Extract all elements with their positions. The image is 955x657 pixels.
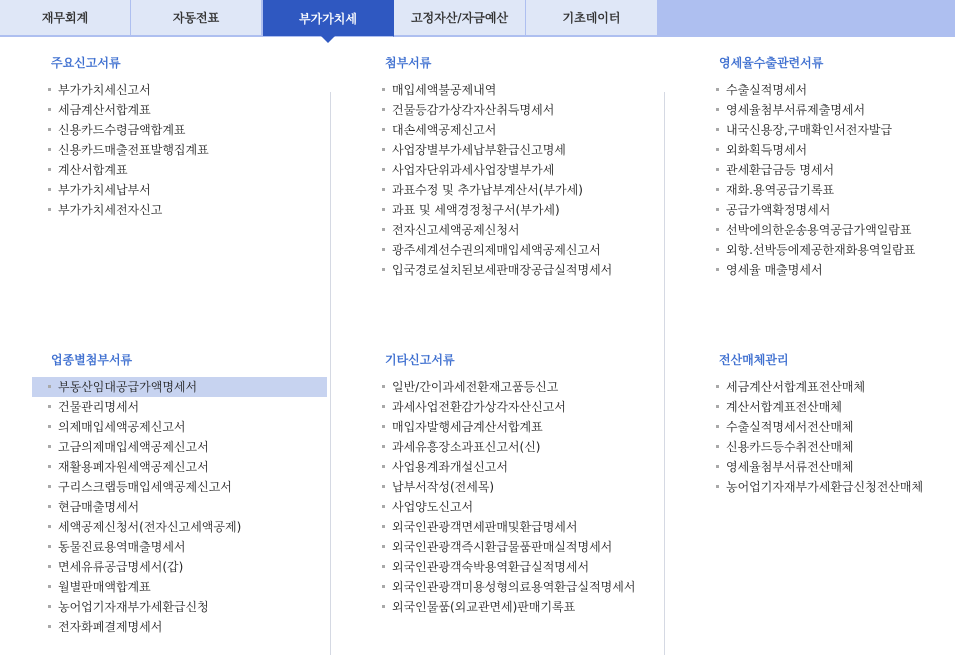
menu-item[interactable] xyxy=(32,497,327,517)
bullet-icon xyxy=(382,248,385,251)
menu-item[interactable] xyxy=(378,497,660,517)
bullet-icon xyxy=(48,108,51,111)
bullet-icon xyxy=(48,148,51,151)
bullet-icon xyxy=(382,485,385,488)
list-zero-rate-export xyxy=(712,80,952,280)
bullet-icon xyxy=(716,148,719,151)
menu-item[interactable] xyxy=(378,160,660,180)
menu-item-selected[interactable] xyxy=(32,377,327,397)
menu-item[interactable] xyxy=(32,617,327,637)
bullet-icon xyxy=(48,168,51,171)
bullet-icon xyxy=(382,585,385,588)
bullet-icon xyxy=(48,88,51,91)
tab-base-data[interactable]: 기초데이터 xyxy=(526,0,658,36)
menu-item-label: 계산서합계표전산매체 xyxy=(726,400,842,414)
bullet-icon xyxy=(382,445,385,448)
menu-item-label: 사업양도신고서 xyxy=(392,500,474,514)
menu-item-label: 영세율첨부서류제출명세서 xyxy=(726,103,866,117)
menu-item-label: 과세사업전환감가상각자산신고서 xyxy=(392,400,566,414)
menu-item[interactable] xyxy=(378,517,660,537)
menu-item-label: 매입자발행세금계산서합계표 xyxy=(392,420,543,434)
menu-item-label: 입국경로설치된보세판매장공급실적명세서 xyxy=(392,263,613,277)
bullet-icon xyxy=(382,605,385,608)
bullet-icon xyxy=(716,248,719,251)
bullet-icon xyxy=(382,565,385,568)
menu-item[interactable] xyxy=(378,577,660,597)
bullet-icon xyxy=(716,268,719,271)
tab-financial-accounting[interactable]: 재무회계 xyxy=(0,0,131,36)
list-attached-docs xyxy=(378,80,660,280)
menu-item-label: 광주세계선수권의제매입세액공제신고서 xyxy=(392,243,601,257)
menu-item[interactable] xyxy=(712,477,952,497)
bullet-icon xyxy=(48,505,51,508)
menu-item-label: 영세율 매출명세서 xyxy=(726,263,823,277)
menu-item-label: 부가가치세전자신고 xyxy=(58,203,163,217)
menu-item-label: 신용카드등수취전산매체 xyxy=(726,440,854,454)
menu-item-label: 신용카드매출전표발행집계표 xyxy=(58,143,209,157)
menu-item[interactable] xyxy=(712,240,952,260)
menu-item[interactable] xyxy=(712,100,952,120)
menu-item-label: 외국인관광객숙박용역환급실적명세서 xyxy=(392,560,590,574)
bullet-icon xyxy=(48,565,51,568)
menu-item-label: 사업장별부가세납부환급신고명세 xyxy=(392,143,566,157)
menu-item[interactable] xyxy=(378,100,660,120)
menu-item[interactable] xyxy=(712,437,952,457)
menu-item[interactable] xyxy=(712,260,952,280)
tab-bar xyxy=(0,0,955,37)
menu-item-label: 신용카드수령금액합계표 xyxy=(58,123,186,137)
menu-item-label: 건물관리명세서 xyxy=(58,400,140,414)
section-title-industry-attached: 업종별첨부서류 xyxy=(51,353,133,367)
tab-auto-voucher[interactable]: 자동전표 xyxy=(131,0,262,36)
menu-item-label: 대손세액공제신고서 xyxy=(392,123,497,137)
menu-item-label: 수출실적명세서 xyxy=(726,83,808,97)
bullet-icon xyxy=(716,188,719,191)
bullet-icon xyxy=(48,625,51,628)
column-divider xyxy=(664,92,665,655)
menu-item[interactable] xyxy=(44,120,326,140)
menu-item[interactable] xyxy=(378,597,660,617)
menu-item[interactable] xyxy=(378,120,660,140)
menu-item[interactable] xyxy=(378,80,660,100)
menu-item-label: 외국인관광객면세판매및환급명세서 xyxy=(392,520,578,534)
bullet-icon xyxy=(382,148,385,151)
bullet-icon xyxy=(48,188,51,191)
bullet-icon xyxy=(382,88,385,91)
bullet-icon xyxy=(716,128,719,131)
menu-item-label: 내국신용장,구매확인서전자발급 xyxy=(726,123,893,137)
menu-item-label: 매입세액불공제내역 xyxy=(392,83,497,97)
bullet-icon xyxy=(48,385,51,388)
bullet-icon xyxy=(716,485,719,488)
menu-item-label: 동물진료용역매출명세서 xyxy=(58,540,186,554)
menu-item-label: 월별판매액합계표 xyxy=(58,580,151,594)
menu-item-label: 농어업기자재부가세환급신청전산매체 xyxy=(726,480,924,494)
menu-item-label: 사업용계좌개설신고서 xyxy=(392,460,508,474)
menu-item[interactable] xyxy=(32,597,327,617)
menu-item[interactable] xyxy=(378,397,660,417)
menu-item[interactable] xyxy=(378,140,660,160)
menu-item-label: 부가가치세신고서 xyxy=(58,83,151,97)
menu-item[interactable] xyxy=(378,220,660,240)
section-title-attached-docs: 첨부서류 xyxy=(385,56,432,70)
menu-item-label: 과표수정 및 추가납부계산서(부가세) xyxy=(392,183,583,197)
menu-item[interactable] xyxy=(712,200,952,220)
menu-item[interactable] xyxy=(32,517,327,537)
menu-item-label: 외국인물품(외교관면세)판매기록표 xyxy=(392,600,576,614)
menu-item[interactable] xyxy=(44,100,326,120)
bullet-icon xyxy=(382,465,385,468)
menu-item[interactable] xyxy=(32,557,327,577)
bullet-icon xyxy=(382,268,385,271)
list-main-forms xyxy=(44,80,326,220)
bullet-icon xyxy=(716,88,719,91)
menu-item-label: 건물등감가상각자산취득명세서 xyxy=(392,103,555,117)
bullet-icon xyxy=(48,605,51,608)
bullet-icon xyxy=(716,228,719,231)
menu-item[interactable] xyxy=(44,180,326,200)
menu-item-label: 외국인관광객미용성형의료용역환급실적명세서 xyxy=(392,580,636,594)
menu-item-label: 부가가치세납부서 xyxy=(58,183,151,197)
bullet-icon xyxy=(48,525,51,528)
bullet-icon xyxy=(382,108,385,111)
menu-item[interactable] xyxy=(378,377,660,397)
menu-item[interactable] xyxy=(378,417,660,437)
bullet-icon xyxy=(48,128,51,131)
menu-item[interactable] xyxy=(378,437,660,457)
bullet-icon xyxy=(716,425,719,428)
bullet-icon xyxy=(48,445,51,448)
bullet-icon xyxy=(716,465,719,468)
bullet-icon xyxy=(716,108,719,111)
bullet-icon xyxy=(48,585,51,588)
bullet-icon xyxy=(382,228,385,231)
menu-item[interactable] xyxy=(378,537,660,557)
menu-item-label: 계산서합계표 xyxy=(58,163,128,177)
bullet-icon xyxy=(48,425,51,428)
menu-item[interactable] xyxy=(32,537,327,557)
bullet-icon xyxy=(716,405,719,408)
menu-item[interactable] xyxy=(712,220,952,240)
menu-item[interactable] xyxy=(44,200,326,220)
bullet-icon xyxy=(382,545,385,548)
menu-item-label: 세금계산서합계표전산매체 xyxy=(726,380,866,394)
menu-item[interactable] xyxy=(712,160,952,180)
bullet-icon xyxy=(48,208,51,211)
bullet-icon xyxy=(382,168,385,171)
menu-item[interactable] xyxy=(712,140,952,160)
menu-item-label: 농어업기자재부가세환급신청 xyxy=(58,600,209,614)
bullet-icon xyxy=(48,465,51,468)
bullet-icon xyxy=(716,445,719,448)
bullet-icon xyxy=(716,168,719,171)
bullet-icon xyxy=(382,208,385,211)
section-title-main-forms: 주요신고서류 xyxy=(51,56,121,70)
bullet-icon xyxy=(48,485,51,488)
menu-item[interactable] xyxy=(378,180,660,200)
menu-item-label: 공급가액확정명세서 xyxy=(726,203,831,217)
bullet-icon xyxy=(48,545,51,548)
bullet-icon xyxy=(382,128,385,131)
menu-item[interactable] xyxy=(32,577,327,597)
tab-vat[interactable]: 부가가치세 xyxy=(263,0,394,37)
menu-panel xyxy=(0,37,955,657)
menu-item[interactable] xyxy=(712,377,952,397)
menu-item-label: 과세유흥장소과표신고서(신) xyxy=(392,440,541,454)
list-electronic-media xyxy=(712,377,952,497)
menu-item-label: 구리스크랩등매입세액공제신고서 xyxy=(58,480,232,494)
menu-item-label: 선박에의한운송용역공급가액일람표 xyxy=(726,223,912,237)
menu-item-label: 일반/간이과세전환재고품등신고 xyxy=(392,380,559,394)
menu-item-label: 세액공제신청서(전자신고세액공제) xyxy=(58,520,242,534)
menu-item-label: 외항.선박등에제공한재화용역일람표 xyxy=(726,243,916,257)
menu-item-label: 현금매출명세서 xyxy=(58,500,140,514)
menu-item[interactable] xyxy=(32,417,327,437)
menu-item-label: 외국인관광객즉시환급물품판매실적명세서 xyxy=(392,540,613,554)
menu-item[interactable] xyxy=(378,260,660,280)
menu-item[interactable] xyxy=(32,437,327,457)
menu-item-label: 사업자단위과세사업장별부가세 xyxy=(392,163,555,177)
menu-item[interactable] xyxy=(32,457,327,477)
menu-item[interactable] xyxy=(712,180,952,200)
bullet-icon xyxy=(382,405,385,408)
bullet-icon xyxy=(382,525,385,528)
menu-item-label: 수출실적명세서전산매체 xyxy=(726,420,854,434)
menu-item[interactable] xyxy=(44,80,326,100)
menu-item[interactable] xyxy=(712,80,952,100)
menu-item[interactable] xyxy=(712,120,952,140)
menu-item-label: 납부서작성(전세목) xyxy=(392,480,495,494)
column-divider xyxy=(330,92,331,655)
menu-item[interactable] xyxy=(712,457,952,477)
bullet-icon xyxy=(48,405,51,408)
menu-item-label: 전자화폐결제명세서 xyxy=(58,620,163,634)
menu-item[interactable] xyxy=(44,140,326,160)
bullet-icon xyxy=(382,425,385,428)
bullet-icon xyxy=(382,385,385,388)
menu-item[interactable] xyxy=(378,557,660,577)
menu-item[interactable] xyxy=(712,417,952,437)
list-other-reports xyxy=(378,377,660,617)
bullet-icon xyxy=(716,208,719,211)
section-title-other-reports: 기타신고서류 xyxy=(385,353,455,367)
bullet-icon xyxy=(382,505,385,508)
menu-item-label: 재활용폐자원세액공제신고서 xyxy=(58,460,209,474)
menu-item-label: 외화획득명세서 xyxy=(726,143,808,157)
bullet-icon xyxy=(382,188,385,191)
menu-item-label: 전자신고세액공제신청서 xyxy=(392,223,520,237)
menu-item-label: 고금의제매입세액공제신고서 xyxy=(58,440,209,454)
menu-item[interactable] xyxy=(712,397,952,417)
menu-item-label: 면세유류공급명세서(갑) xyxy=(58,560,184,574)
tab-fixed-assets-budget[interactable]: 고정자산/자금예산 xyxy=(394,0,526,36)
menu-item[interactable] xyxy=(378,477,660,497)
menu-item[interactable] xyxy=(378,457,660,477)
menu-item[interactable] xyxy=(32,397,327,417)
menu-item-label: 관세환급금등 명세서 xyxy=(726,163,835,177)
section-title-zero-rate-export: 영세율수출관련서류 xyxy=(719,56,824,70)
menu-item-label: 부동산임대공급가액명세서 xyxy=(58,380,198,394)
bullet-icon xyxy=(716,385,719,388)
menu-item[interactable] xyxy=(32,477,327,497)
menu-item[interactable] xyxy=(44,160,326,180)
section-title-electronic-media: 전산매체관리 xyxy=(719,353,789,367)
menu-item-label: 세금계산서합계표 xyxy=(58,103,151,117)
menu-item-label: 영세율첨부서류전산매체 xyxy=(726,460,854,474)
menu-item[interactable] xyxy=(378,240,660,260)
list-industry-attached xyxy=(32,377,327,637)
menu-item-label: 과표 및 세액경정청구서(부가세) xyxy=(392,203,560,217)
menu-item-label: 의제매입세액공제신고서 xyxy=(58,420,186,434)
menu-item-label: 재화.용역공급기록표 xyxy=(726,183,835,197)
menu-item[interactable] xyxy=(378,200,660,220)
